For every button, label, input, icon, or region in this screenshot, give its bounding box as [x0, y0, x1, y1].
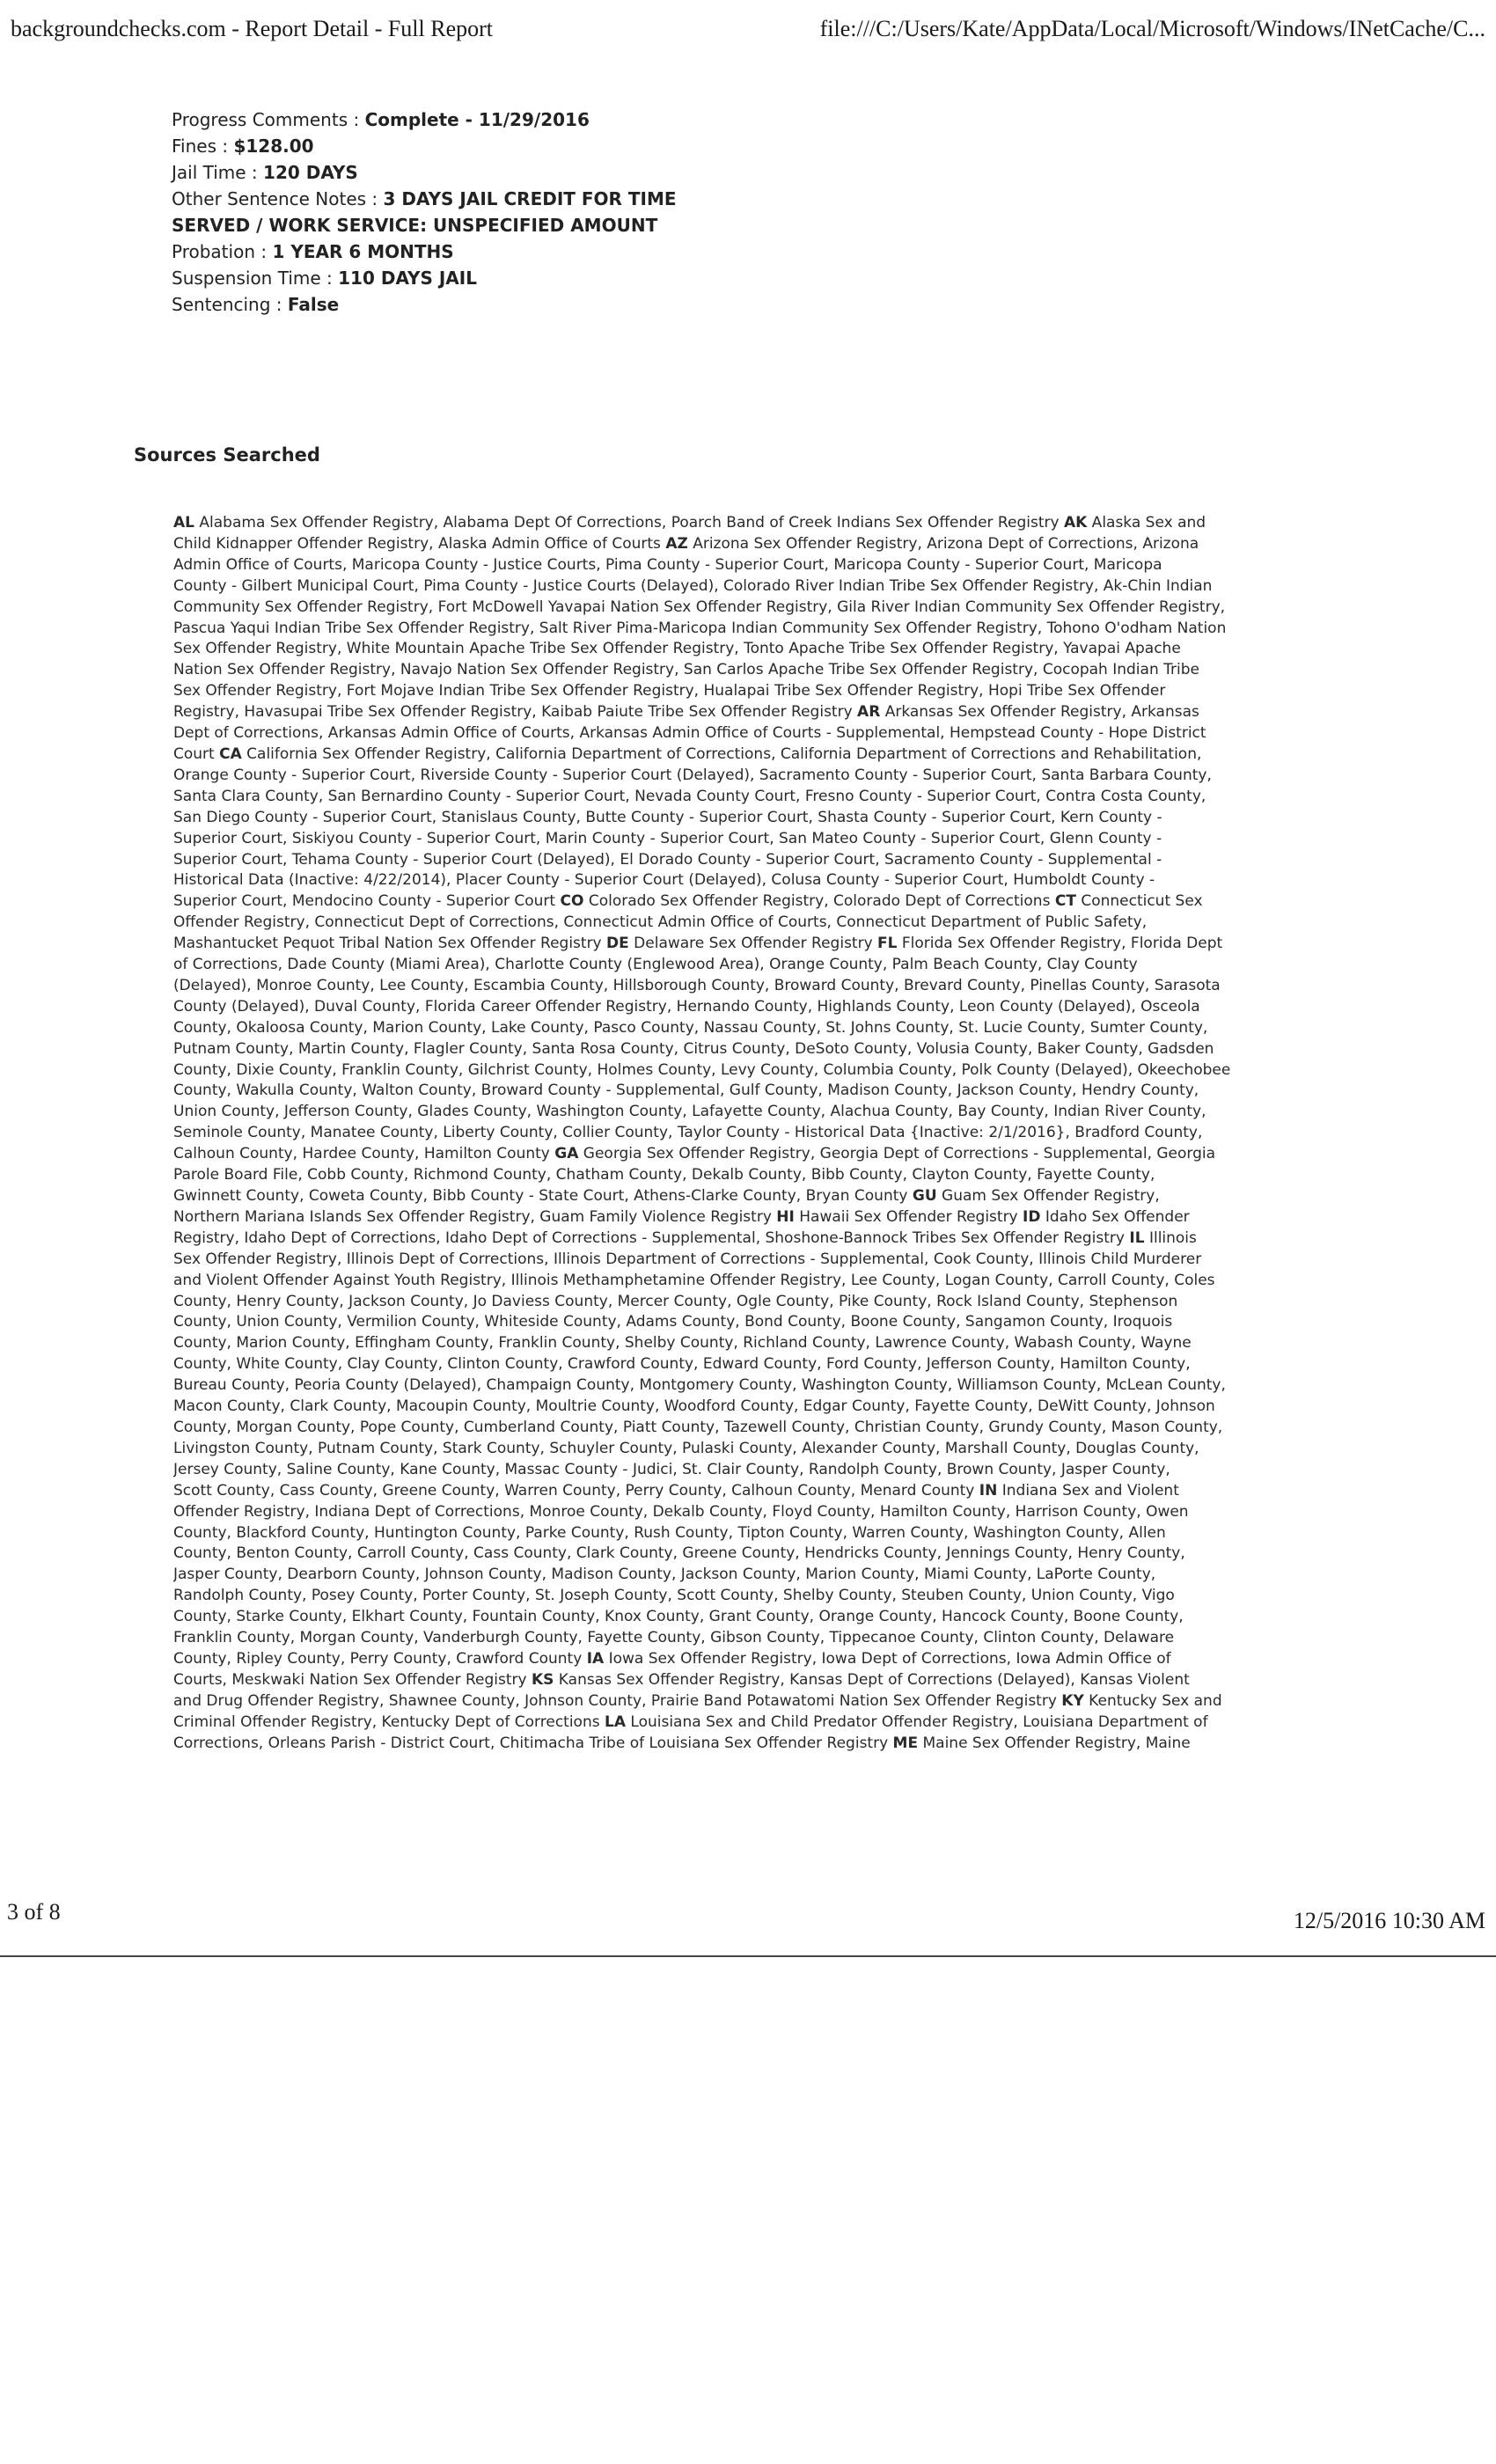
source-text: Arkansas Sex Offender Registry, Arkansas — [880, 703, 1199, 722]
source-text: Offender Registry, Connecticut Dept of Corrections, Connecticut Admin Office of Courts, Connecticut Department of Public Safety, — [173, 913, 1148, 932]
progress-comments-value: Complete - 11/29/2016 — [364, 109, 590, 130]
sources-line — [173, 1712, 1322, 1734]
source-text: (Delayed), Monroe County, Lee County, Escambia County, Hillsborough County, Broward County, Brevard County, Pinellas County, Sarasota — [173, 976, 1221, 994]
sources-line — [173, 1081, 1322, 1102]
sources-line — [173, 1397, 1322, 1418]
sources-line — [173, 1228, 1322, 1250]
sources-line — [173, 1102, 1322, 1123]
sources-line — [173, 639, 1322, 660]
sources-line — [173, 660, 1322, 681]
sources-line — [173, 1439, 1322, 1460]
sources-line — [173, 1123, 1322, 1144]
probation-value: 1 YEAR 6 MONTHS — [272, 241, 454, 262]
sources-line — [173, 808, 1322, 829]
other-sentence-notes-label: Other Sentence Notes : — [172, 188, 384, 209]
sources-line — [173, 976, 1322, 997]
source-text: Scott County, Cass County, Greene County, Warren County, Perry County, Calhoun County, Menard County — [173, 1481, 979, 1500]
jail-time-value: 120 DAYS — [263, 162, 358, 183]
sentencing-value: False — [287, 294, 340, 315]
source-text: Bureau County, Peoria County (Delayed), Champaign County, Montgomery County, Washington County, Williamson County, McLean County, — [173, 1376, 1226, 1395]
sources-line — [173, 534, 1322, 555]
source-text: Alabama Sex Offender Registry, Alabama Dept Of Corrections, Poarch Band of Creek Indians Sex Offender Registry — [194, 514, 1064, 532]
source-text: Parole Board File, Cobb County, Richmond County, Chatham County, Dekalb County, Bibb County, Clayton County, Fayette County, — [173, 1166, 1155, 1184]
state-code: ID — [1023, 1207, 1041, 1226]
source-text: and Violent Offender Against Youth Registry, Illinois Methamphetamine Offender Registry, Lee County, Logan County, Carroll County, Coles — [173, 1271, 1215, 1289]
source-text: Community Sex Offender Registry, Fort McDowell Yavapai Nation Sex Offender Registry, Gila River Indian Community Sex Offender Registry, — [173, 598, 1226, 616]
sources-line — [173, 934, 1322, 955]
probation-row — [172, 238, 1052, 265]
sources-line — [173, 1523, 1322, 1544]
sources-line — [173, 1271, 1322, 1292]
source-text: Gwinnett County, Coweta County, Bibb County - State Court, Athens-Clarke County, Bryan County — [173, 1187, 913, 1205]
state-code: GU — [912, 1187, 937, 1205]
sources-line — [173, 891, 1322, 913]
sources-line — [173, 1670, 1322, 1691]
source-text: Delaware Sex Offender Registry — [628, 935, 878, 953]
source-text: Alaska Sex and — [1087, 514, 1206, 532]
state-code: CT — [1054, 892, 1076, 911]
source-text: San Diego County - Superior Court, Stanislaus County, Butte County - Superior Court, Shasta County - Superior Court, Kern County - — [173, 808, 1162, 826]
source-text: Mashantucket Pequot Tribal Nation Sex Offender Registry — [173, 935, 607, 953]
sources-line — [173, 1250, 1322, 1271]
sources-line — [173, 1481, 1322, 1502]
sources-line — [173, 1186, 1322, 1207]
source-text: County, Ripley County, Perry County, Crawford County — [173, 1649, 587, 1668]
sources-line — [173, 681, 1322, 702]
source-text: Superior Court, Siskiyou County - Superior Court, Marin County - Superior Court, San Mateo County - Superior Court, Glenn County - — [173, 829, 1162, 847]
sources-line — [173, 1375, 1322, 1397]
sources-line — [173, 1418, 1322, 1439]
source-text: of Corrections, Dade County (Miami Area), Charlotte County (Englewood Area), Orange County, Palm Beach County, Clay County — [173, 956, 1138, 974]
sources-line — [173, 955, 1322, 976]
source-text: Sex Offender Registry, Fort Mojave Indian Tribe Sex Offender Registry, Hualapai Tribe Sex Offender Registry, Hopi Tribe Sex Offender — [173, 682, 1166, 700]
jail-time-row — [172, 159, 1052, 186]
state-code: IN — [979, 1481, 998, 1500]
state-code: CA — [219, 744, 242, 763]
source-text: Idaho Sex Offender — [1040, 1207, 1190, 1226]
suspension-time-value: 110 DAYS JAIL — [338, 268, 477, 289]
sentencing-label: Sentencing : — [172, 294, 288, 315]
sources-line — [173, 1018, 1322, 1039]
sources-line — [173, 576, 1322, 598]
sources-line — [173, 1039, 1322, 1060]
source-text: Livingston County, Putnam County, Stark County, Schuyler County, Pulaski County, Alexander County, Marshall County, Douglas County, — [173, 1439, 1199, 1457]
state-code: KY — [1061, 1691, 1084, 1710]
sources-line — [173, 555, 1322, 576]
state-code: AL — [173, 514, 194, 532]
sources-line — [173, 1354, 1322, 1375]
sources-line — [173, 619, 1322, 640]
sources-line — [173, 1207, 1322, 1228]
source-text: Louisiana Sex and Child Predator Offender Registry, Louisiana Department of — [626, 1712, 1208, 1731]
sources-line — [173, 702, 1322, 723]
source-text: Florida Sex Offender Registry, Florida Dept — [897, 935, 1223, 953]
source-text: County, Wakulla County, Walton County, Broward County - Supplemental, Gulf County, Madison County, Jackson County, Hendry County, — [173, 1082, 1199, 1100]
progress-comments-label: Progress Comments : — [172, 109, 365, 130]
sources-line — [173, 766, 1322, 787]
suspension-time-label: Suspension Time : — [172, 268, 339, 289]
source-text: Registry, Idaho Dept of Corrections, Idaho Dept of Corrections - Supplemental, Shoshone-Bannock Tribes Sex Offender Registry — [173, 1228, 1130, 1247]
print-timestamp: 12/5/2016 10:30 AM — [1293, 1908, 1485, 1933]
source-text: Corrections, Orleans Parish - District Court, Chitimacha Tribe of Louisiana Sex Offender Registry — [173, 1734, 893, 1752]
source-text: Indiana Sex and Violent — [997, 1481, 1179, 1500]
progress-comments-row — [172, 106, 1052, 133]
state-code: ME — [892, 1734, 919, 1752]
sources-line — [173, 744, 1322, 766]
state-code: GA — [554, 1145, 579, 1163]
sources-line — [173, 1734, 1322, 1755]
sources-line — [173, 829, 1322, 850]
source-text: Hawaii Sex Offender Registry — [794, 1207, 1023, 1226]
sources-line — [173, 787, 1322, 808]
source-text: Putnam County, Martin County, Flagler County, Santa Rosa County, Citrus County, DeSoto County, Volusia County, Baker County, Gadsden — [173, 1039, 1214, 1058]
sources-line — [173, 1628, 1322, 1649]
sources-line — [173, 513, 1322, 534]
source-text: County (Delayed), Duval County, Florida Career Offender Registry, Hernando County, Highlands County, Leon County (Delayed), Osceola — [173, 997, 1200, 1016]
source-text: Superior Court, Mendocino County - Superior Court — [173, 892, 561, 911]
state-code: LA — [605, 1712, 626, 1731]
sources-line — [173, 870, 1322, 891]
sources-line — [173, 1292, 1322, 1313]
sources-line — [173, 723, 1322, 744]
state-code: IA — [586, 1649, 605, 1668]
state-code: DE — [606, 935, 629, 953]
page-title: backgroundchecks.com - Report Detail - Full Report — [11, 16, 494, 41]
footer-divider — [0, 1955, 1496, 1957]
source-text: Arizona Sex Offender Registry, Arizona Dept of Corrections, Arizona — [687, 534, 1199, 553]
fines-label: Fines : — [172, 136, 234, 157]
jail-time-label: Jail Time : — [172, 162, 264, 183]
state-code: HI — [776, 1207, 795, 1226]
source-text: Randolph County, Posey County, Porter County, St. Joseph County, Scott County, Shelby County, Steuben County, Union County, Vigo — [173, 1587, 1175, 1605]
state-code: AK — [1063, 514, 1088, 532]
other-sentence-notes-row — [172, 186, 1052, 238]
sources-line — [173, 1649, 1322, 1670]
source-text: County, Henry County, Jackson County, Jo Daviess County, Mercer County, Ogle County, Pike County, Rock Island County, Stephenson — [173, 1292, 1178, 1310]
source-text: Jersey County, Saline County, Kane County, Massac County - Judici, St. Clair County, Randolph County, Brown County, Jasper County, — [173, 1460, 1170, 1478]
sentencing-row — [172, 291, 1052, 318]
source-text: County, Dixie County, Franklin County, Gilchrist County, Holmes County, Levy County, Columbia County, Polk County (Delayed), Okeechobee — [173, 1060, 1231, 1079]
source-text: County, Union County, Vermilion County, Whiteside County, Adams County, Bond County, Boone County, Sangamon County, Iroquois — [173, 1313, 1173, 1331]
file-path: file:///C:/Users/Kate/AppData/Local/Microsoft/Windows/INetCache/C... — [819, 16, 1485, 41]
source-text: Kentucky Sex and — [1083, 1691, 1222, 1710]
source-text: Connecticut Sex — [1075, 892, 1203, 911]
source-text: County, Benton County, Carroll County, Cass County, Clark County, Greene County, Hendricks County, Jennings County, Henry County, — [173, 1544, 1185, 1563]
sources-list — [173, 513, 1322, 1754]
source-text: Sex Offender Registry, White Mountain Apache Tribe Sex Offender Registry, Tonto Apache Tribe Sex Offender Registry, Yavapai Apache — [173, 640, 1181, 658]
other-sentence-notes-value: 3 DAYS JAIL CREDIT FOR TIME — [383, 188, 677, 209]
sources-line — [173, 1333, 1322, 1354]
print-footer — [7, 1899, 1485, 1934]
source-text: and Drug Offender Registry, Shawnee County, Johnson County, Prairie Band Potawatomi Nation Sex Offender Registry — [173, 1691, 1062, 1710]
source-text: Child Kidnapper Offender Registry, Alaska Admin Office of Courts — [173, 534, 666, 553]
source-text: Iowa Sex Offender Registry, Iowa Dept of Corrections, Iowa Admin Office of — [604, 1649, 1171, 1668]
source-text: County, Starke County, Elkhart County, Fountain County, Knox County, Grant County, Orange County, Hancock County, Boone County, — [173, 1608, 1184, 1626]
sources-line — [173, 1460, 1322, 1481]
source-text: County, Morgan County, Pope County, Cumberland County, Piatt County, Tazewell County, Christian County, Grundy County, Mason County, — [173, 1418, 1223, 1436]
source-text: Court — [173, 744, 220, 763]
source-text: Orange County - Superior Court, Riverside County - Superior Court (Delayed), Sacramento County - Superior Court, Santa Barbara County, — [173, 766, 1212, 784]
source-text: Georgia Sex Offender Registry, Georgia Dept of Corrections - Supplemental, Georgia — [578, 1145, 1216, 1163]
source-text: County, White County, Clay County, Clinton County, Crawford County, Edward County, Ford County, Jefferson County, Hamilton County, — [173, 1355, 1191, 1374]
source-text: Historical Data (Inactive: 4/22/2014), Placer County - Superior Court (Delayed), Colusa County - Superior Court, Humboldt County - — [173, 871, 1155, 890]
source-text: Dept of Corrections, Arkansas Admin Office of Courts, Arkansas Admin Office of Courts - Supplemental, Hempstead County - Hope District — [173, 724, 1206, 743]
fines-value: $128.00 — [233, 136, 314, 157]
source-text: County, Okaloosa County, Marion County, Lake County, Pasco County, Nassau County, St. Johns County, St. Lucie County, Sumter County, — [173, 1018, 1208, 1037]
sources-line — [173, 1544, 1322, 1565]
fines-row — [172, 133, 1052, 159]
source-text: Santa Clara County, San Bernardino County - Superior Court, Nevada County Court, Fresno County - Superior Court, Contra Costa County, — [173, 787, 1206, 805]
page-number: 3 of 8 — [7, 1899, 61, 1925]
state-code: IL — [1129, 1228, 1145, 1247]
sources-line — [173, 1586, 1322, 1607]
source-text: Pascua Yaqui Indian Tribe Sex Offender Registry, Salt River Pima-Maricopa Indian Community Sex Offender Registry, Tohono O'odham Nation — [173, 619, 1227, 637]
sentence-details — [172, 106, 1052, 318]
suspension-time-row — [172, 265, 1052, 291]
source-text: Admin Office of Courts, Maricopa County - Justice Courts, Pima County - Superior Court, Maricopa County - Superior Court, Maricopa — [173, 555, 1162, 574]
sources-line — [173, 1060, 1322, 1082]
source-text: Sex Offender Registry, Illinois Dept of Corrections, Illinois Department of Corrections - Supplemental, Cook County, Illinois Child Murderer — [173, 1250, 1202, 1268]
sources-line — [173, 1165, 1322, 1186]
sources-line — [173, 598, 1322, 619]
source-text: County - Gilbert Municipal Court, Pima County - Justice Courts (Delayed), Colorado River Indian Tribe Sex Offender Registry, Ak-Chin Indian — [173, 576, 1213, 595]
source-text: Offender Registry, Indiana Dept of Corrections, Monroe County, Dekalb County, Floyd County, Hamilton County, Harrison County, Owen — [173, 1502, 1189, 1521]
source-text: California Sex Offender Registry, California Department of Corrections, California Department of Corrections and Rehabilitation, — [241, 744, 1202, 763]
sources-line — [173, 1691, 1322, 1712]
state-code: FL — [877, 935, 898, 953]
source-text: Jasper County, Dearborn County, Johnson County, Madison County, Jackson County, Marion County, Miami County, LaPorte County, — [173, 1566, 1156, 1584]
other-sentence-notes-value-cont: SERVED / WORK SERVICE: UNSPECIFIED AMOUNT — [172, 215, 658, 236]
state-code: AZ — [665, 534, 688, 553]
source-text: Superior Court, Tehama County - Superior Court (Delayed), El Dorado County - Superior Court, Sacramento County - Supplemental - — [173, 850, 1162, 869]
sources-line — [173, 1312, 1322, 1333]
source-text: Nation Sex Offender Registry, Navajo Nation Sex Offender Registry, San Carlos Apache Tribe Sex Offender Registry, Cocopah Indian Tribe — [173, 661, 1199, 679]
state-code: AR — [857, 703, 881, 722]
sources-line — [173, 1607, 1322, 1628]
source-text: County, Blackford County, Huntington County, Parke County, Rush County, Tipton County, Warren County, Washington County, Allen — [173, 1523, 1166, 1542]
sources-line — [173, 997, 1322, 1018]
source-text: Guam Sex Offender Registry, — [936, 1187, 1160, 1205]
source-text: Maine Sex Offender Registry, Maine — [918, 1734, 1191, 1752]
state-code: CO — [560, 892, 584, 911]
source-text: Union County, Jefferson County, Glades County, Washington County, Lafayette County, Alachua County, Bay County, Indian River County, — [173, 1103, 1206, 1121]
sources-line — [173, 1144, 1322, 1165]
sources-line — [173, 1502, 1322, 1523]
source-text: Illinois — [1144, 1228, 1197, 1247]
source-text: County, Marion County, Effingham County, Franklin County, Shelby County, Richland County, Lawrence County, Wabash County, Wayne — [173, 1334, 1192, 1353]
source-text: Macon County, Clark County, Macoupin County, Moultrie County, Woodford County, Edgar County, Fayette County, DeWitt County, Johnson — [173, 1397, 1215, 1416]
sources-line — [173, 1565, 1322, 1586]
print-header — [11, 16, 1485, 51]
source-text: Courts, Meskwaki Nation Sex Offender Registry — [173, 1670, 532, 1689]
source-text: Calhoun County, Hardee County, Hamilton County — [173, 1145, 555, 1163]
sources-line — [173, 913, 1322, 934]
sources-searched-heading: Sources Searched — [134, 444, 320, 466]
state-code: KS — [531, 1670, 554, 1689]
sources-line — [173, 850, 1322, 871]
source-text: Criminal Offender Registry, Kentucky Dept of Corrections — [173, 1712, 605, 1731]
source-text: Seminole County, Manatee County, Liberty County, Collier County, Taylor County - Historical Data {Inactive: 2/1/2016}, Bradford County, — [173, 1124, 1203, 1142]
source-text: Kansas Sex Offender Registry, Kansas Dept of Corrections (Delayed), Kansas Violent — [554, 1670, 1190, 1689]
source-text: Colorado Sex Offender Registry, Colorado Dept of Corrections — [583, 892, 1055, 911]
source-text: Northern Mariana Islands Sex Offender Registry, Guam Family Violence Registry — [173, 1207, 777, 1226]
probation-label: Probation : — [172, 241, 273, 262]
source-text: Franklin County, Morgan County, Vanderburgh County, Fayette County, Gibson County, Tippecanoe County, Clinton County, Delaware — [173, 1629, 1175, 1647]
source-text: Registry, Havasupai Tribe Sex Offender Registry, Kaibab Paiute Tribe Sex Offender Registry — [173, 703, 858, 722]
